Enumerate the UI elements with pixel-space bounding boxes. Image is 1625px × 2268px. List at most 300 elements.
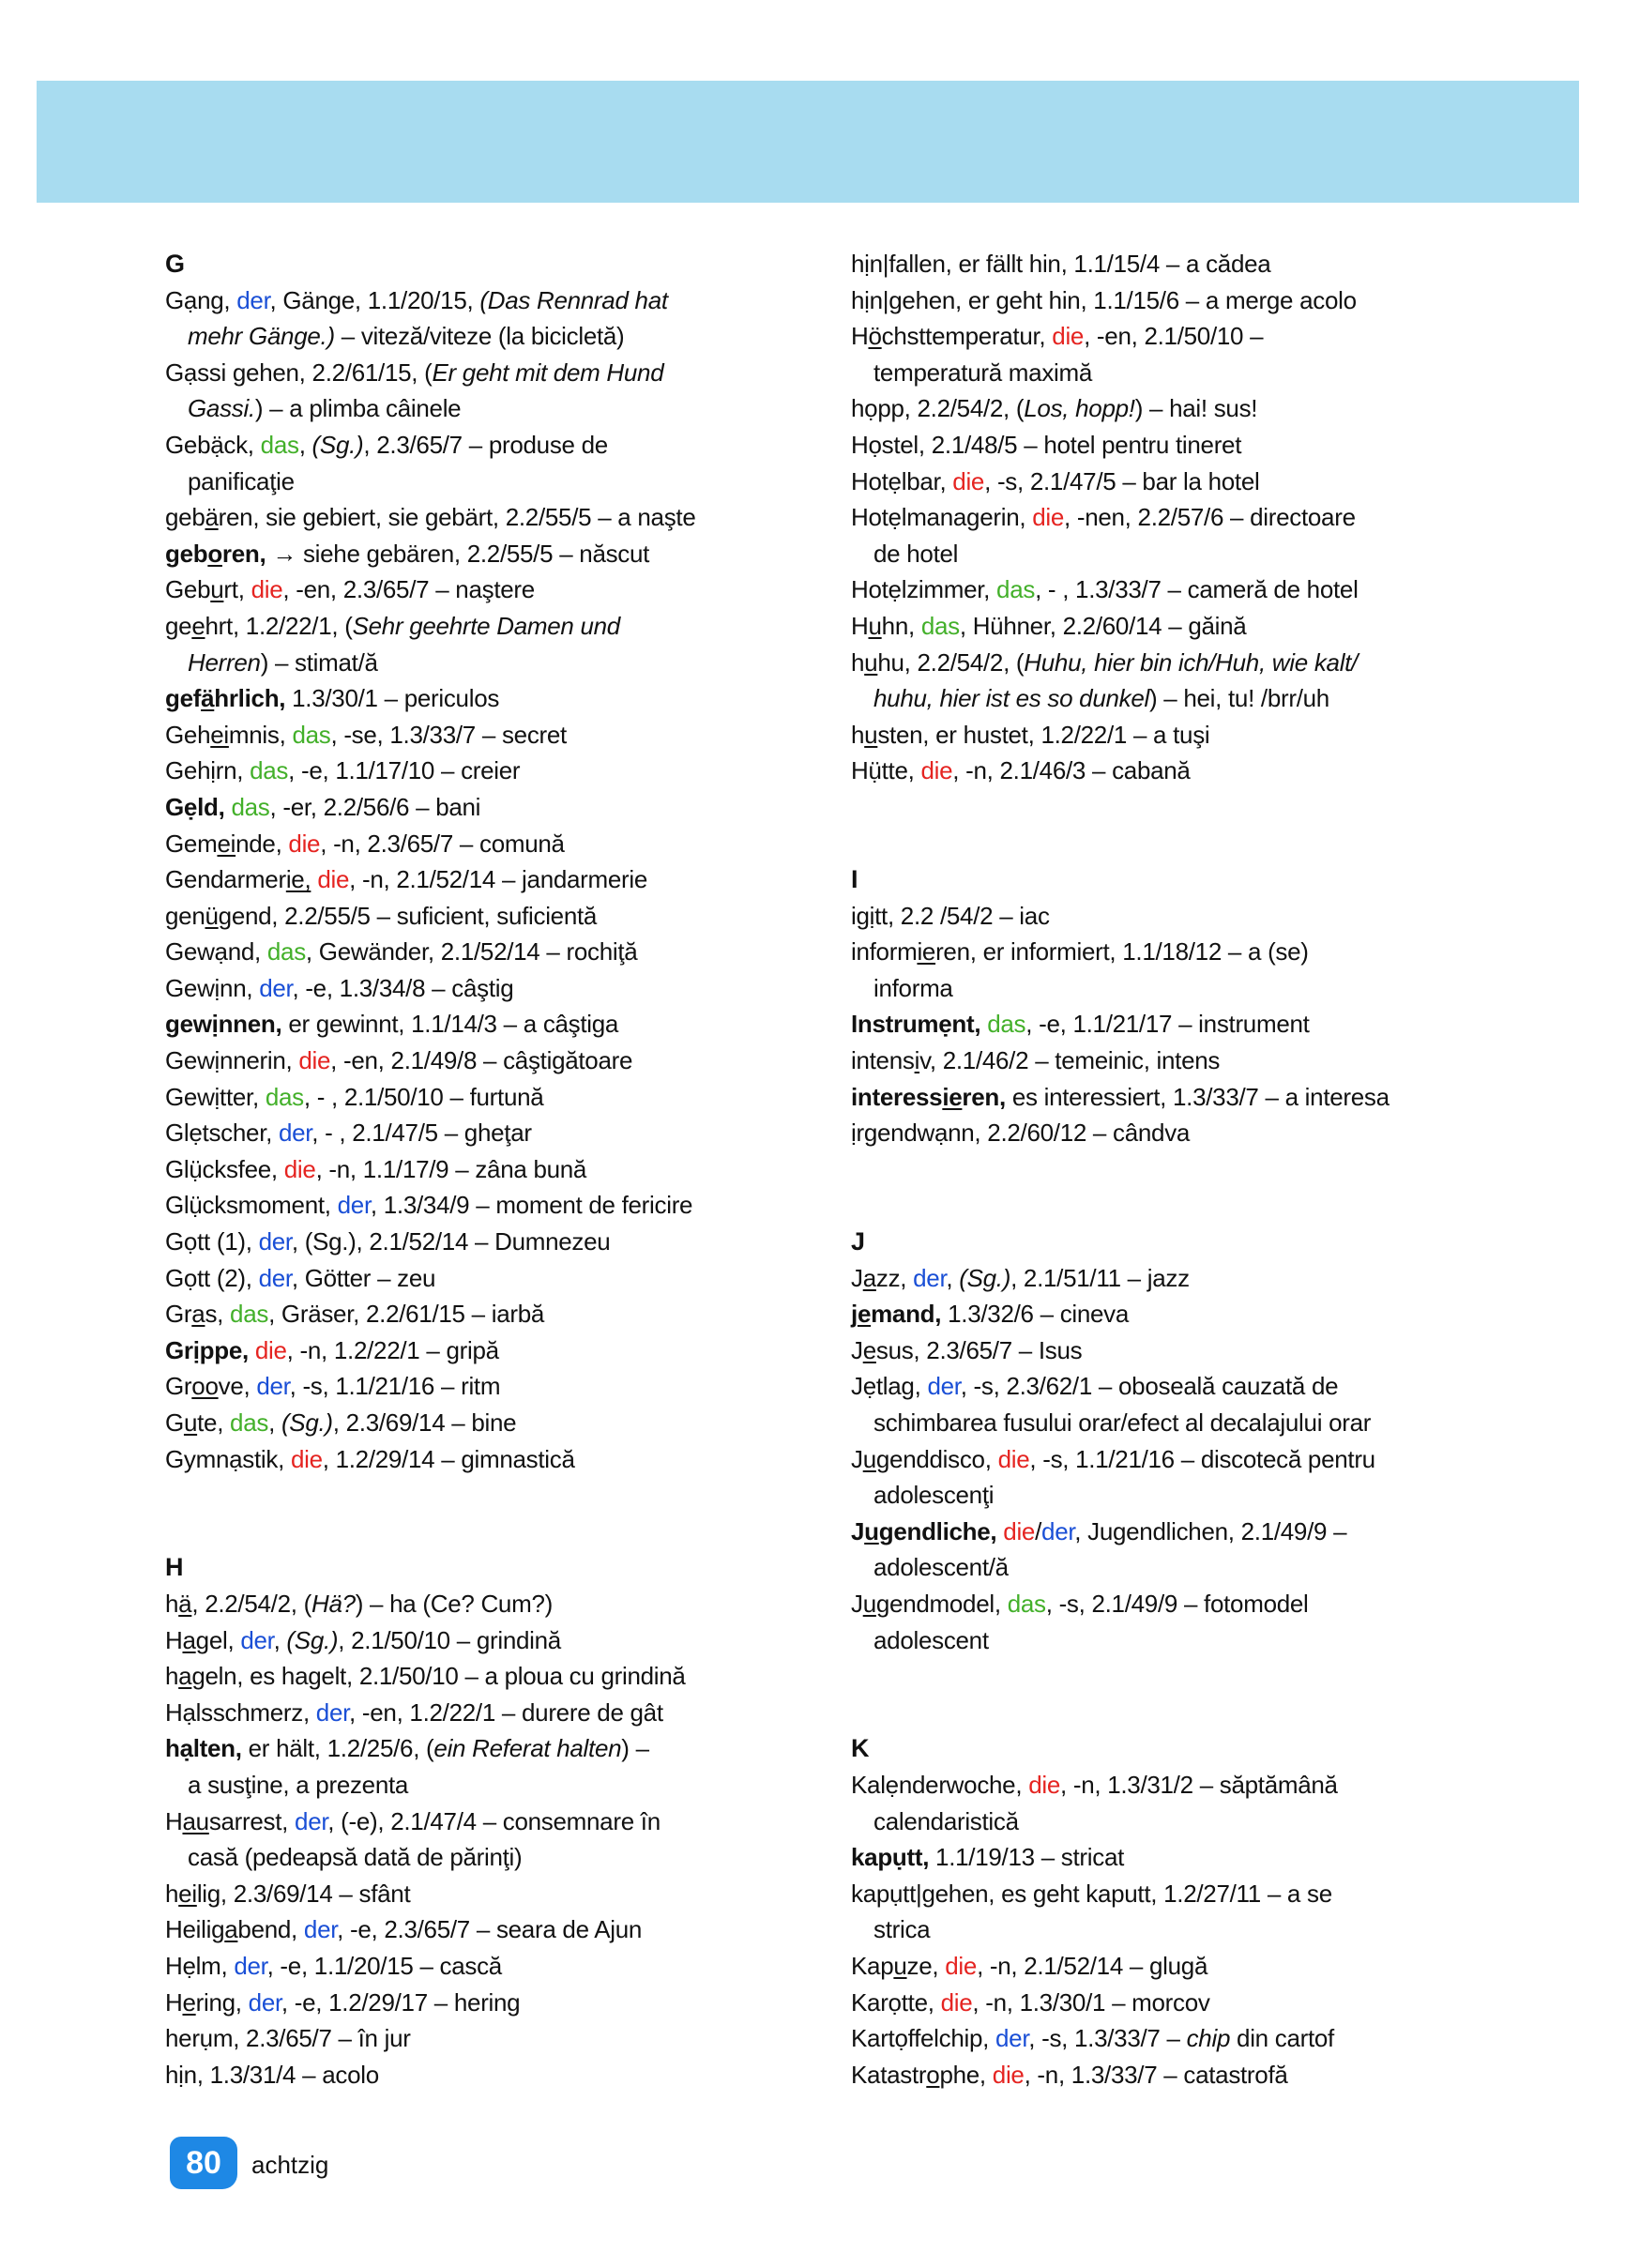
entry-text: , -e, 1.1/20/15 – cască <box>266 1951 502 1980</box>
entry-text: Gr <box>165 1372 192 1401</box>
entry-continuation-line <box>165 318 841 355</box>
article-die: die <box>992 2060 1025 2089</box>
headword-text: gewịnnen, <box>165 1010 282 1039</box>
entry-text: ) – stimat/ă <box>260 647 378 677</box>
entry-text: , 2.2/54/2, ( <box>191 1589 311 1618</box>
entry-line <box>851 1043 1526 1079</box>
entry-continuation-line <box>851 536 1526 572</box>
entry-line <box>851 1115 1526 1151</box>
entry-text: , 1.2/29/14 – gimnastică <box>322 1444 575 1473</box>
entry-text: , -e, 1.1/17/10 – creier <box>288 756 521 785</box>
entry-text: Gem <box>165 829 218 858</box>
long-vowel-mark: o <box>207 539 222 568</box>
entry-line <box>851 464 1526 500</box>
glossary-entry <box>851 1115 1526 1151</box>
entry-continuation-line <box>165 1839 841 1876</box>
headword-text: hạlten, <box>165 1734 242 1763</box>
glossary-entry <box>851 898 1526 935</box>
article-der: der <box>236 285 270 314</box>
example-text: (Sg.) <box>281 1408 333 1437</box>
entry-text: , - , 2.1/50/10 – furtună <box>303 1082 544 1111</box>
entry-line <box>851 390 1526 427</box>
glossary-entry <box>165 789 841 826</box>
long-vowel-mark: ä <box>178 1589 192 1618</box>
entry-line <box>851 1767 1526 1804</box>
glossary-entry <box>165 1876 841 1912</box>
article-der: der <box>303 1915 338 1944</box>
entry-text: Jẹtlag, <box>851 1372 928 1401</box>
long-vowel-mark: i <box>914 1046 920 1075</box>
glossary-entry <box>851 246 1526 282</box>
glossary-entry <box>165 536 841 572</box>
entry-text: gel, <box>195 1625 241 1654</box>
entry-text: , -e, 1.2/29/17 – hering <box>281 1987 521 2017</box>
entry-text: h <box>851 720 865 749</box>
glossary-entry <box>165 1187 841 1224</box>
entry-text: sus, 2.3/65/7 – Isus <box>875 1335 1083 1364</box>
glossary-entry <box>165 1658 841 1695</box>
glossary-entry <box>851 2020 1526 2057</box>
entry-text: de hotel <box>873 539 959 568</box>
entry-text: 1.3/32/6 – cineva <box>941 1300 1130 1329</box>
glossary-section <box>851 1224 1526 1658</box>
entry-text: , <box>298 430 312 459</box>
entry-line <box>165 2057 841 2093</box>
glossary-entry <box>165 970 841 1007</box>
entry-text: , -en, 2.1/50/10 – <box>1084 322 1264 351</box>
entry-line <box>165 898 841 935</box>
entry-text: , 2.3/69/14 – bine <box>332 1408 517 1437</box>
entry-text: schimbarea fusului orar/efect al decalajului orar <box>873 1408 1372 1437</box>
entry-text: , Gänge, 1.1/20/15, <box>269 285 480 314</box>
entry-text: Geb <box>165 575 211 604</box>
glossary-entry <box>165 1405 841 1441</box>
section-letter-heading: I <box>851 865 858 894</box>
entry-line <box>165 427 841 464</box>
article-das: das <box>1007 1589 1046 1618</box>
page-number-badge: 80 <box>170 2137 237 2189</box>
article-das: das <box>230 1408 269 1437</box>
article-der: der <box>337 1191 371 1220</box>
article-der: der <box>913 1263 947 1292</box>
entry-text: , -n, 2.1/52/14 – jandarmerie <box>349 865 648 894</box>
entry-text: ) – ha (Ce? Cum?) <box>355 1589 553 1618</box>
entry-text: , -s, 2.3/62/1 – oboseală cauzată de <box>960 1372 1339 1401</box>
entry-line <box>851 1514 1526 1550</box>
entry-text: geln, es hagelt, 2.1/50/10 – a ploua cu grindină <box>191 1662 686 1691</box>
entry-text: hịn|gehen, er geht hin, 1.1/15/6 – a merge acolo <box>851 285 1357 314</box>
long-vowel-mark: u <box>862 1589 876 1618</box>
article-der: der <box>315 1697 350 1727</box>
entry-text: Gewịnnerin, <box>165 1046 299 1075</box>
long-vowel-mark: ei <box>217 829 236 858</box>
long-vowel-mark: e <box>857 1300 872 1329</box>
entry-text: , -n, 1.1/17/9 – zâna bună <box>315 1154 587 1183</box>
article-die: die <box>1032 503 1064 532</box>
entry-line <box>165 1985 841 2021</box>
entry-line <box>165 1730 841 1767</box>
entry-text: Gewịtter, <box>165 1082 266 1111</box>
article-die: die <box>317 865 350 894</box>
entry-line <box>851 2057 1526 2093</box>
glossary-entry <box>851 1441 1526 1514</box>
article-die: die <box>920 756 953 785</box>
entry-line <box>851 608 1526 645</box>
section-letter-heading: G <box>165 250 185 278</box>
headword-text: Gẹld, <box>165 792 225 821</box>
entry-text: Gehịrn, <box>165 756 251 785</box>
entry-line <box>165 1296 841 1332</box>
entry-text: , 2.1/51/11 – jazz <box>1010 1263 1190 1292</box>
entry-line <box>165 1622 841 1659</box>
entry-text: họpp, 2.2/54/2, ( <box>851 394 1025 423</box>
long-vowel-mark: u <box>893 1951 907 1980</box>
entry-text: adolescent <box>873 1625 989 1654</box>
glossary-entry <box>165 1622 841 1659</box>
entry-text: , -s, 1.1/21/16 – discotecă pentru <box>1029 1444 1375 1473</box>
entry-text: er gewinnt, 1.1/14/3 – a câştiga <box>281 1010 619 1039</box>
entry-line <box>165 1876 841 1912</box>
glossary-entry <box>165 898 841 935</box>
entry-continuation-line <box>851 1405 1526 1441</box>
entry-line <box>165 1332 841 1369</box>
glossary-section <box>851 861 1526 1151</box>
entry-text: zz, <box>875 1263 914 1292</box>
entry-line <box>851 1260 1526 1297</box>
entry-text: , Hühner, 2.2/60/14 – găină <box>959 611 1247 640</box>
entry-line <box>165 499 841 536</box>
example-text: huhu, hier ist es so dunkel <box>873 684 1149 713</box>
headword-text: Grịppe, <box>165 1335 249 1364</box>
entry-text: , Jugendlichen, 2.1/49/9 – <box>1074 1516 1347 1545</box>
example-text: chip <box>1186 2024 1231 2053</box>
headword-text: gendliche, <box>878 1516 997 1545</box>
entry-text: G <box>165 1408 184 1437</box>
glossary-entry <box>851 1079 1526 1116</box>
section-letter-heading: K <box>851 1734 870 1763</box>
headword-text: ren, <box>962 1082 1006 1111</box>
entry-text: geb <box>165 503 205 532</box>
entry-continuation-line <box>851 1804 1526 1840</box>
entry-text: Glụ̈cksfee, <box>165 1154 284 1183</box>
entry-text: Hạlsschmerz, <box>165 1697 316 1727</box>
entry-text: , <box>273 1625 287 1654</box>
entry-text: Glụ̈cksmoment, <box>165 1191 338 1220</box>
entry-text: calendaristică <box>873 1806 1019 1835</box>
entry-text: , -e, 2.3/65/7 – seara de Ajun <box>337 1915 643 1944</box>
entry-text: Karọtte, <box>851 1987 941 2017</box>
entry-line <box>851 1368 1526 1405</box>
entry-line <box>165 282 841 319</box>
section-letter-heading: J <box>851 1227 865 1256</box>
glossary-entry <box>165 1911 841 1948</box>
article-der: der <box>240 1625 274 1654</box>
entry-text: temperatură maximă <box>873 358 1093 387</box>
example-text: Huhu, hier bin ich/Huh, wie kalt/ <box>1024 647 1359 677</box>
entry-text: J <box>851 1263 863 1292</box>
entry-text: Kap <box>851 1951 894 1980</box>
headword-text: j <box>851 1300 858 1329</box>
entry-text: ) – hei, tu! /brr/uh <box>1148 684 1329 713</box>
article-der: der <box>259 973 293 1002</box>
entry-line <box>851 1586 1526 1622</box>
long-vowel-mark: ie, <box>285 865 311 894</box>
entry-text: H <box>165 1987 183 2017</box>
article-der: der <box>248 1987 281 2017</box>
entry-continuation-line <box>851 680 1526 717</box>
glossary-entry <box>165 861 841 898</box>
entry-text: hn, <box>881 611 921 640</box>
entry-line <box>851 1006 1526 1043</box>
entry-text: h <box>165 1879 179 1908</box>
entry-text: adolescenţi <box>873 1481 995 1510</box>
entry-line <box>165 1079 841 1116</box>
article-die: die <box>952 466 985 495</box>
entry-line <box>851 318 1526 355</box>
glossary-entry <box>165 1296 841 1332</box>
headword-text: gef <box>165 684 202 713</box>
entry-text: gen <box>165 901 205 930</box>
entry-line <box>165 1695 841 1731</box>
glossary-entry <box>851 571 1526 608</box>
example-text: Sehr geehrte Damen und <box>352 611 620 640</box>
long-vowel-mark: u <box>864 1516 879 1545</box>
entry-text: ) – a plimba câinele <box>254 394 462 423</box>
entry-text: 1.1/19/13 – stricat <box>929 1843 1125 1872</box>
article-der: der <box>1041 1516 1075 1545</box>
glossary-entry <box>851 390 1526 427</box>
entry-text: , - , 2.1/47/5 – gheţar <box>311 1119 532 1148</box>
glossary-entry <box>165 1115 841 1151</box>
entry-text: Gọtt (1), <box>165 1227 259 1256</box>
entry-text: chsttemperatur, <box>881 322 1053 351</box>
article-die: die <box>251 575 283 604</box>
glossary-entry <box>851 1586 1526 1658</box>
entry-text: Hụ̈tte, <box>851 756 921 785</box>
article-das: das <box>250 756 289 785</box>
entry-line <box>165 1804 841 1840</box>
entry-continuation-line <box>851 1477 1526 1514</box>
glossary-entry <box>165 1006 841 1043</box>
glossary-entry <box>165 282 841 355</box>
glossary-entry <box>851 1043 1526 1079</box>
glossary-entry <box>165 1043 841 1079</box>
article-die: die <box>298 1046 331 1075</box>
entry-text: , -n, 1.2/22/1 – gripă <box>286 1335 499 1364</box>
entry-text: H <box>165 1625 183 1654</box>
entry-text: , -en, 2.3/65/7 – naştere <box>282 575 535 604</box>
article-die: die <box>288 829 321 858</box>
article-die: die <box>254 1335 287 1364</box>
entry-text: , -n, 1.3/33/7 – catastrofă <box>1024 2060 1288 2089</box>
glossary-entry <box>851 1332 1526 1369</box>
entry-text: casă (pedeapsă dată de părinţi) <box>188 1843 523 1872</box>
entry-text: , -er, 2.2/56/6 – bani <box>269 792 481 821</box>
glossary-entry <box>165 1441 841 1478</box>
entry-text: , Gewänder, 2.1/52/14 – rochiţă <box>305 937 638 967</box>
entry-line <box>851 1985 1526 2021</box>
glossary-entry <box>851 282 1526 319</box>
headword-text: hrlich, <box>214 684 286 713</box>
long-vowel-mark: u <box>210 575 224 604</box>
entry-text: / <box>1035 1516 1042 1545</box>
glossary-entry <box>165 934 841 970</box>
glossary-entry <box>851 1006 1526 1043</box>
glossary-entry <box>851 2057 1526 2093</box>
entry-text: , -en, 2.1/49/8 – câştigătoare <box>330 1046 633 1075</box>
entry-text: intens <box>851 1046 915 1075</box>
entry-text: ịrgendwạnn, 2.2/60/12 – cândva <box>851 1119 1191 1148</box>
entry-text: kapụtt|gehen, es geht kaputt, 1.2/27/11 – a se <box>851 1879 1332 1908</box>
long-vowel-mark: a <box>182 1625 196 1654</box>
glossary-entry <box>165 1368 841 1405</box>
entry-text: Gymnạstik, <box>165 1444 291 1473</box>
glossary-entry <box>165 1151 841 1188</box>
glossary-entry <box>165 2020 841 2057</box>
entry-text: Hotẹlbar, <box>851 466 953 495</box>
entry-line <box>165 789 841 826</box>
entry-text: , -s, 1.1/21/16 – ritm <box>289 1372 501 1401</box>
headword-text: ren, → <box>221 539 297 568</box>
entry-line <box>165 934 841 970</box>
long-vowel-mark: a <box>178 1662 192 1691</box>
entry-text: mnis, <box>228 720 293 749</box>
long-vowel-mark: u <box>862 1444 876 1473</box>
entry-text: Geh <box>165 720 211 749</box>
glossary-entry <box>165 1332 841 1369</box>
entry-text: genddisco, <box>875 1444 998 1473</box>
entry-line <box>851 246 1526 282</box>
entry-text: Họstel, 2.1/48/5 – hotel pentru tineret <box>851 430 1242 459</box>
entry-text: , 1.3/34/9 – moment de fericire <box>370 1191 693 1220</box>
entry-text: s, <box>205 1300 231 1329</box>
glossary-section <box>165 246 841 1477</box>
article-der: der <box>258 1227 292 1256</box>
entry-line <box>851 1296 1526 1332</box>
entry-text: , 2.1/50/10 – grindină <box>338 1625 561 1654</box>
entry-text: bend, <box>237 1915 304 1944</box>
entry-line <box>851 1441 1526 1478</box>
glossary-entry <box>165 717 841 753</box>
entry-text: , Götter – zeu <box>291 1263 436 1292</box>
long-vowel-mark: ä <box>201 684 215 713</box>
entry-continuation-line <box>851 970 1526 1007</box>
glossary-section <box>165 1549 841 2093</box>
example-text: (Sg.) <box>286 1625 339 1654</box>
glossary-entry <box>165 1586 841 1622</box>
section-letter-heading: H <box>165 1553 184 1582</box>
glossary-entry <box>165 1948 841 1985</box>
entry-text: , <box>946 1263 960 1292</box>
glossary-entry <box>165 1730 841 1803</box>
article-das: das <box>230 1300 269 1329</box>
entry-text: sten, er hustet, 1.2/22/1 – a tuşi <box>877 720 1210 749</box>
entry-line <box>165 1948 841 1985</box>
entry-text: ren, er informiert, 1.1/18/12 – a (se) <box>935 937 1309 967</box>
glossary-entry <box>851 645 1526 717</box>
entry-continuation-line <box>165 645 841 681</box>
entry-text: , 2.3/65/7 – produse de <box>363 430 608 459</box>
entry-text: informa <box>873 973 953 1002</box>
glossary-entry <box>165 499 841 536</box>
entry-text: gend, 2.2/55/5 – suficient, suficientă <box>218 901 598 930</box>
entry-line <box>851 898 1526 935</box>
entry-text: ze, <box>906 1951 946 1980</box>
glossary-entry <box>851 464 1526 500</box>
glossary-entry <box>851 717 1526 753</box>
long-vowel-mark: ä <box>205 503 219 532</box>
glossary-entry <box>851 1514 1526 1586</box>
long-vowel-mark: ie <box>942 1082 963 1111</box>
article-die: die <box>997 1444 1030 1473</box>
example-text: (Sg.) <box>959 1263 1011 1292</box>
entry-line <box>165 608 841 645</box>
article-der: der <box>995 2024 1029 2053</box>
entry-text: er hält, 1.2/25/6, ( <box>241 1734 434 1763</box>
glossary-entry <box>165 1804 841 1876</box>
entry-text: a susţine, a prezenta <box>188 1770 409 1799</box>
entry-continuation-line <box>851 355 1526 391</box>
entry-text: igịtt, 2.2 /54/2 – iac <box>851 901 1050 930</box>
glossary-entry <box>165 355 841 427</box>
entry-text: , -n, 1.3/30/1 – morcov <box>972 1987 1210 2017</box>
entry-text: Gọtt (2), <box>165 1263 259 1292</box>
long-vowel-mark: ie <box>917 937 936 967</box>
article-das: das <box>996 575 1036 604</box>
entry-text: es interessiert, 1.3/33/7 – a interesa <box>1005 1082 1390 1111</box>
entry-line <box>851 571 1526 608</box>
article-das: das <box>265 1082 304 1111</box>
glossary-entry <box>851 1260 1526 1297</box>
long-vowel-mark: o <box>926 2060 940 2089</box>
glossary-entry <box>165 680 841 717</box>
glossary-entry <box>165 1985 841 2021</box>
entry-line <box>851 1876 1526 1912</box>
article-die: die <box>940 1987 973 2017</box>
long-vowel-mark: e <box>191 611 205 640</box>
entry-text: , Gräser, 2.2/61/15 – iarbă <box>268 1300 545 1329</box>
example-text: Gassi. <box>188 394 255 423</box>
entry-continuation-line <box>851 1911 1526 1948</box>
entry-text: inform <box>851 937 918 967</box>
glossary-entry <box>165 1224 841 1260</box>
entry-text: H <box>165 1806 183 1835</box>
article-der: der <box>295 1806 328 1835</box>
glossary-section <box>851 1730 1526 2093</box>
entry-text: ) – hai! sus! <box>1134 394 1258 423</box>
glossary-entry <box>851 1368 1526 1440</box>
entry-line <box>851 753 1526 789</box>
entry-text: ve, <box>218 1372 257 1401</box>
entry-line <box>165 1260 841 1297</box>
entry-line <box>851 717 1526 753</box>
entry-text: – viteză/viteze (la bicicletă) <box>334 322 625 351</box>
entry-line <box>165 1187 841 1224</box>
entry-line <box>165 753 841 789</box>
entry-text: sarrest, <box>208 1806 296 1835</box>
entry-text: Gendarmer <box>165 865 286 894</box>
long-vowel-mark: u <box>868 611 882 640</box>
example-text: mehr Gänge.) <box>188 322 335 351</box>
entry-line <box>851 2020 1526 2057</box>
entry-line <box>165 861 841 898</box>
article-das: das <box>920 611 960 640</box>
glossary-entry <box>165 571 841 608</box>
glossary-entry <box>165 753 841 789</box>
entry-text: , (Sg.), 2.1/52/14 – Dumnezeu <box>291 1227 611 1256</box>
article-die: die <box>1052 322 1085 351</box>
entry-text: , -n, 1.3/31/2 – săptămână <box>1059 1770 1338 1799</box>
